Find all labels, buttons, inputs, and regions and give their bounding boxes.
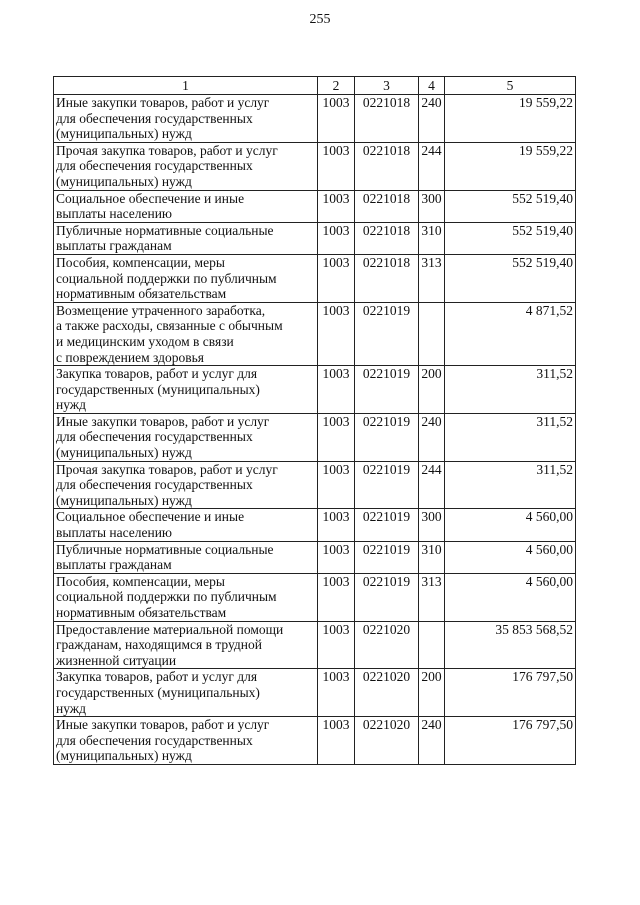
row-target: 0221018 (355, 95, 419, 143)
row-section: 1003 (318, 717, 355, 765)
row-name-line: гражданам, находящимся в трудной (56, 637, 262, 653)
row-name (54, 302, 318, 365)
row-target: 0221020 (355, 717, 419, 765)
row-name-line: Пособия, компенсации, меры (56, 254, 225, 270)
row-name (54, 142, 318, 190)
row-type: 244 (419, 142, 445, 190)
row-section: 1003 (318, 413, 355, 461)
row-name-line: для обеспечения государственных (56, 110, 253, 126)
row-name-line: нормативным обязательствам (56, 605, 227, 620)
row-type: 310 (419, 541, 445, 573)
row-type: 240 (419, 413, 445, 461)
table-row (54, 366, 576, 414)
row-name (54, 669, 318, 717)
row-name (54, 254, 318, 302)
row-name-line: (муниципальных) нужд (56, 748, 192, 764)
row-name-line: Возмещение утраченного заработка, (56, 302, 266, 318)
row-name-line: Социальное обеспечение и иные (56, 190, 245, 206)
row-name-line: Прочая закупка товаров, работ и услуг (56, 142, 278, 158)
row-name-line: нормативным обязательствам (56, 286, 227, 302)
row-type: 240 (419, 717, 445, 765)
row-name-line: Прочая закупка товаров, работ и услуг (56, 461, 278, 477)
table-row (54, 95, 576, 143)
row-type (419, 302, 445, 365)
row-name-line: выплаты гражданам (56, 238, 172, 254)
row-name-line: Иные закупки товаров, работ и услуг (56, 717, 270, 733)
row-type: 244 (419, 461, 445, 509)
table-row (54, 302, 576, 365)
row-amount: 552 519,40 (445, 190, 576, 222)
table-row (54, 222, 576, 254)
row-name-line: Закупка товаров, работ и услуг для (56, 669, 258, 685)
row-name (54, 717, 318, 765)
row-name-line: государственных (муниципальных) (56, 381, 260, 397)
row-amount: 176 797,50 (445, 717, 576, 765)
row-name-line: государственных (муниципальных) (56, 684, 260, 700)
row-name-line: для обеспечения государственных (56, 732, 253, 748)
header-col-1: 1 (54, 77, 318, 95)
row-target: 0221020 (355, 669, 419, 717)
row-section: 1003 (318, 621, 355, 669)
row-name-line: (муниципальных) нужд (56, 445, 192, 461)
row-type: 300 (419, 509, 445, 541)
row-name (54, 573, 318, 621)
row-name-line: Предоставление материальной помощи (56, 621, 284, 637)
table-row (54, 717, 576, 765)
row-amount: 552 519,40 (445, 222, 576, 254)
budget-table (53, 76, 576, 765)
row-type: 200 (419, 366, 445, 414)
row-amount: 311,52 (445, 366, 576, 414)
row-type: 300 (419, 190, 445, 222)
row-section: 1003 (318, 669, 355, 717)
row-section: 1003 (318, 366, 355, 414)
header-col-2: 2 (318, 77, 355, 95)
row-name-line: жизненной ситуации (56, 652, 177, 668)
row-name-line: Публичные нормативные социальные (56, 541, 274, 557)
table-row (54, 573, 576, 621)
row-type: 313 (419, 573, 445, 621)
row-amount: 19 559,22 (445, 95, 576, 143)
row-section: 1003 (318, 254, 355, 302)
row-target: 0221019 (355, 461, 419, 509)
row-target: 0221019 (355, 509, 419, 541)
row-name (54, 541, 318, 573)
row-name-line: нужд (56, 700, 86, 716)
row-amount: 176 797,50 (445, 669, 576, 717)
table-row (54, 621, 576, 669)
row-amount: 4 560,00 (445, 541, 576, 573)
table-row (54, 509, 576, 541)
table-row (54, 254, 576, 302)
row-name-line: выплаты населению (56, 525, 173, 541)
row-name-line: Иные закупки товаров, работ и услуг (56, 413, 270, 429)
row-name-line: для обеспечения государственных (56, 429, 253, 445)
row-name (54, 461, 318, 509)
row-name (54, 95, 318, 143)
header-col-3: 3 (355, 77, 419, 95)
row-target: 0221019 (355, 302, 419, 365)
row-section: 1003 (318, 302, 355, 365)
row-name (54, 366, 318, 414)
row-type (419, 621, 445, 669)
row-target: 0221019 (355, 573, 419, 621)
row-name-line: (муниципальных) нужд (56, 126, 192, 142)
row-amount: 4 560,00 (445, 573, 576, 621)
row-name-line: социальной поддержки по публичным (56, 589, 277, 605)
row-amount: 4 871,52 (445, 302, 576, 365)
header-col-5: 5 (445, 77, 576, 95)
row-section: 1003 (318, 222, 355, 254)
row-type: 200 (419, 669, 445, 717)
row-amount: 35 853 568,52 (445, 621, 576, 669)
row-name-line: социальной поддержки по публичным (56, 270, 277, 286)
row-amount: 4 560,00 (445, 509, 576, 541)
row-section: 1003 (318, 190, 355, 222)
row-target: 0221018 (355, 142, 419, 190)
row-name-line: Пособия, компенсации, меры (56, 573, 225, 589)
row-type: 313 (419, 254, 445, 302)
row-amount: 19 559,22 (445, 142, 576, 190)
row-target: 0221019 (355, 366, 419, 414)
row-section: 1003 (318, 461, 355, 509)
row-name-line: Публичные нормативные социальные (56, 222, 274, 238)
row-name-line: для обеспечения государственных (56, 477, 253, 493)
row-name-line: Иные закупки товаров, работ и услуг (56, 95, 270, 110)
row-section: 1003 (318, 142, 355, 190)
row-name-line: Социальное обеспечение и иные (56, 509, 245, 525)
row-target: 0221019 (355, 413, 419, 461)
row-name-line: выплаты гражданам (56, 557, 172, 573)
row-name (54, 190, 318, 222)
row-amount: 311,52 (445, 413, 576, 461)
table-row (54, 669, 576, 717)
row-name-line: с повреждением здоровья (56, 349, 204, 365)
row-section: 1003 (318, 541, 355, 573)
row-type: 310 (419, 222, 445, 254)
row-section: 1003 (318, 95, 355, 143)
row-name-line: для обеспечения государственных (56, 158, 253, 174)
table-row (54, 461, 576, 509)
row-name-line: нужд (56, 397, 86, 413)
table-row (54, 190, 576, 222)
row-name-line: и медицинским уходом в связи (56, 333, 234, 349)
row-name (54, 509, 318, 541)
row-name-line: Закупка товаров, работ и услуг для (56, 366, 258, 382)
row-target: 0221020 (355, 621, 419, 669)
row-amount: 311,52 (445, 461, 576, 509)
row-amount: 552 519,40 (445, 254, 576, 302)
table-row (54, 142, 576, 190)
page-number: 255 (309, 12, 331, 27)
row-name-line: (муниципальных) нужд (56, 492, 192, 508)
row-name-line: а также расходы, связанные с обычным (56, 318, 283, 334)
header-col-4: 4 (419, 77, 445, 95)
row-section: 1003 (318, 573, 355, 621)
header-row (54, 77, 576, 95)
row-section: 1003 (318, 509, 355, 541)
row-name (54, 413, 318, 461)
row-target: 0221019 (355, 541, 419, 573)
row-name-line: (муниципальных) нужд (56, 173, 192, 189)
row-target: 0221018 (355, 254, 419, 302)
row-type: 240 (419, 95, 445, 143)
row-name-line: выплаты населению (56, 206, 173, 222)
row-name (54, 621, 318, 669)
table-row (54, 541, 576, 573)
row-target: 0221018 (355, 222, 419, 254)
table-row (54, 413, 576, 461)
row-target: 0221018 (355, 190, 419, 222)
row-name (54, 222, 318, 254)
